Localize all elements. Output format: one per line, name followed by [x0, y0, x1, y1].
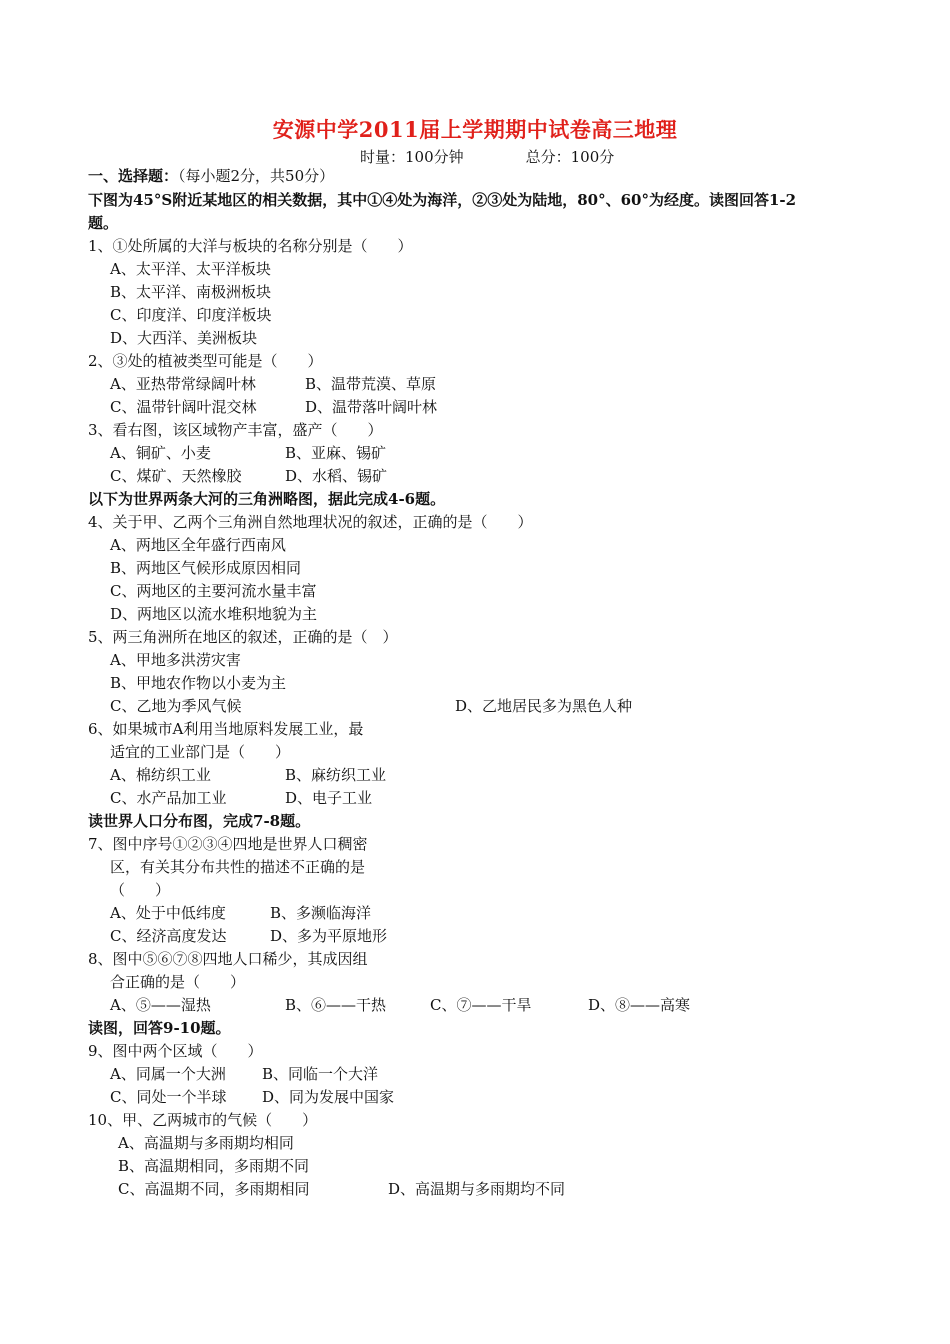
- option-8a: A、⑤——湿热: [110, 996, 211, 1014]
- option-8b: B、⑥——干热: [285, 996, 387, 1014]
- question-6: 6、如果城市A利用当地原料发展工业，最: [88, 720, 364, 738]
- instruction-q7-8: 读世界人口分布图，完成7-8题。: [88, 812, 311, 830]
- question-7: 7、图中序号①②③④四地是世界人口稠密: [88, 835, 368, 853]
- option-6d: D、电子工业: [285, 789, 373, 807]
- exam-meta: [360, 146, 614, 167]
- section-note: （每小题2分，共50分）: [178, 167, 335, 185]
- option-9b: B、同临一个大洋: [262, 1065, 379, 1083]
- total-score: 总分：100分: [525, 148, 615, 166]
- option-2c: C、温带针阔叶混交林: [110, 398, 257, 416]
- option-4b: B、两地区气候形成原因相同: [110, 559, 302, 577]
- time-limit: 时量：100分钟: [360, 148, 464, 166]
- option-1a: A、太平洋、太平洋板块: [110, 260, 271, 278]
- option-2a: A、亚热带常绿阔叶林: [110, 375, 256, 393]
- option-7c: C、经济高度发达: [110, 927, 227, 945]
- page-title: 安源中学2011届上学期期中试卷高三地理: [272, 117, 678, 142]
- option-5a: A、甲地多洪涝灾害: [110, 651, 241, 669]
- option-10a: A、高温期与多雨期均相同: [118, 1134, 294, 1152]
- option-8c: C、⑦——干旱: [430, 996, 532, 1014]
- option-6b: B、麻纺织工业: [285, 766, 387, 784]
- option-4a: A、两地区全年盛行西南风: [110, 536, 286, 554]
- option-3b: B、亚麻、锡矿: [285, 444, 387, 462]
- option-3d: D、水稻、锡矿: [285, 467, 388, 485]
- option-4d: D、两地区以流水堆积地貌为主: [110, 605, 318, 623]
- question-7-paren: （ ）: [110, 881, 171, 899]
- question-2: 2、③处的植被类型可能是（ ）: [88, 352, 323, 370]
- instruction-q1-2-cont: 题。: [88, 214, 119, 232]
- question-8: 8、图中⑤⑥⑦⑧四地人口稀少，其成因组: [88, 950, 368, 968]
- question-9: 9、图中两个区域（ ）: [88, 1042, 263, 1060]
- option-1c: C、印度洋、印度洋板块: [110, 306, 272, 324]
- option-9d: D、同为发展中国家: [262, 1088, 395, 1106]
- option-3a: A、铜矿、小麦: [110, 444, 211, 462]
- option-2b: B、温带荒漠、草原: [305, 375, 437, 393]
- instruction-q4-6: 以下为世界两条大河的三角洲略图，据此完成4-6题。: [88, 490, 446, 508]
- option-10b: B、高温期相同，多雨期不同: [118, 1157, 310, 1175]
- option-1b: B、太平洋、南极洲板块: [110, 283, 272, 301]
- option-8d: D、⑧——高寒: [588, 996, 691, 1014]
- question-8-cont: 合正确的是（ ）: [110, 973, 246, 991]
- option-10c: C、高温期不同，多雨期相同: [118, 1180, 310, 1198]
- option-3c: C、煤矿、天然橡胶: [110, 467, 242, 485]
- question-1: 1、①处所属的大洋与板块的名称分别是（ ）: [88, 237, 413, 255]
- option-2d: D、温带落叶阔叶林: [305, 398, 438, 416]
- option-7a: A、处于中低纬度: [110, 904, 226, 922]
- option-5b: B、甲地农作物以小麦为主: [110, 674, 287, 692]
- option-6a: A、棉纺织工业: [110, 766, 211, 784]
- question-5: 5、两三角洲所在地区的叙述，正确的是（ ）: [88, 628, 398, 646]
- option-10d: D、高温期与多雨期均不同: [388, 1180, 566, 1198]
- option-9c: C、同处一个半球: [110, 1088, 227, 1106]
- option-4c: C、两地区的主要河流水量丰富: [110, 582, 317, 600]
- option-6c: C、水产品加工业: [110, 789, 227, 807]
- option-7d: D、多为平原地形: [270, 927, 388, 945]
- question-4: 4、关于甲、乙两个三角洲自然地理状况的叙述，正确的是（ ）: [88, 513, 533, 531]
- instruction-q9-10: 读图，回答9-10题。: [88, 1019, 231, 1037]
- option-9a: A、同属一个大洲: [110, 1065, 226, 1083]
- option-5d: D、乙地居民多为黑色人种: [455, 697, 633, 715]
- option-1d: D、大西洋、美洲板块: [110, 329, 258, 347]
- question-3: 3、看右图，该区域物产丰富，盛产（ ）: [88, 421, 383, 439]
- option-5c: C、乙地为季风气候: [110, 697, 242, 715]
- option-7b: B、多濒临海洋: [270, 904, 372, 922]
- section-heading: 一、选择题：（每小题2分，共50分）: [88, 167, 335, 185]
- question-10: 10、甲、乙两城市的气候（ ）: [88, 1111, 318, 1129]
- instruction-q1-2: 下图为45°S附近某地区的相关数据，其中①④处为海洋，②③处为陆地，80°、60°为经度。读图回答1-2: [88, 191, 797, 209]
- question-6-cont: 适宜的工业部门是（ ）: [110, 743, 291, 761]
- question-7-cont: 区，有关其分布共性的描述不正确的是: [110, 858, 366, 876]
